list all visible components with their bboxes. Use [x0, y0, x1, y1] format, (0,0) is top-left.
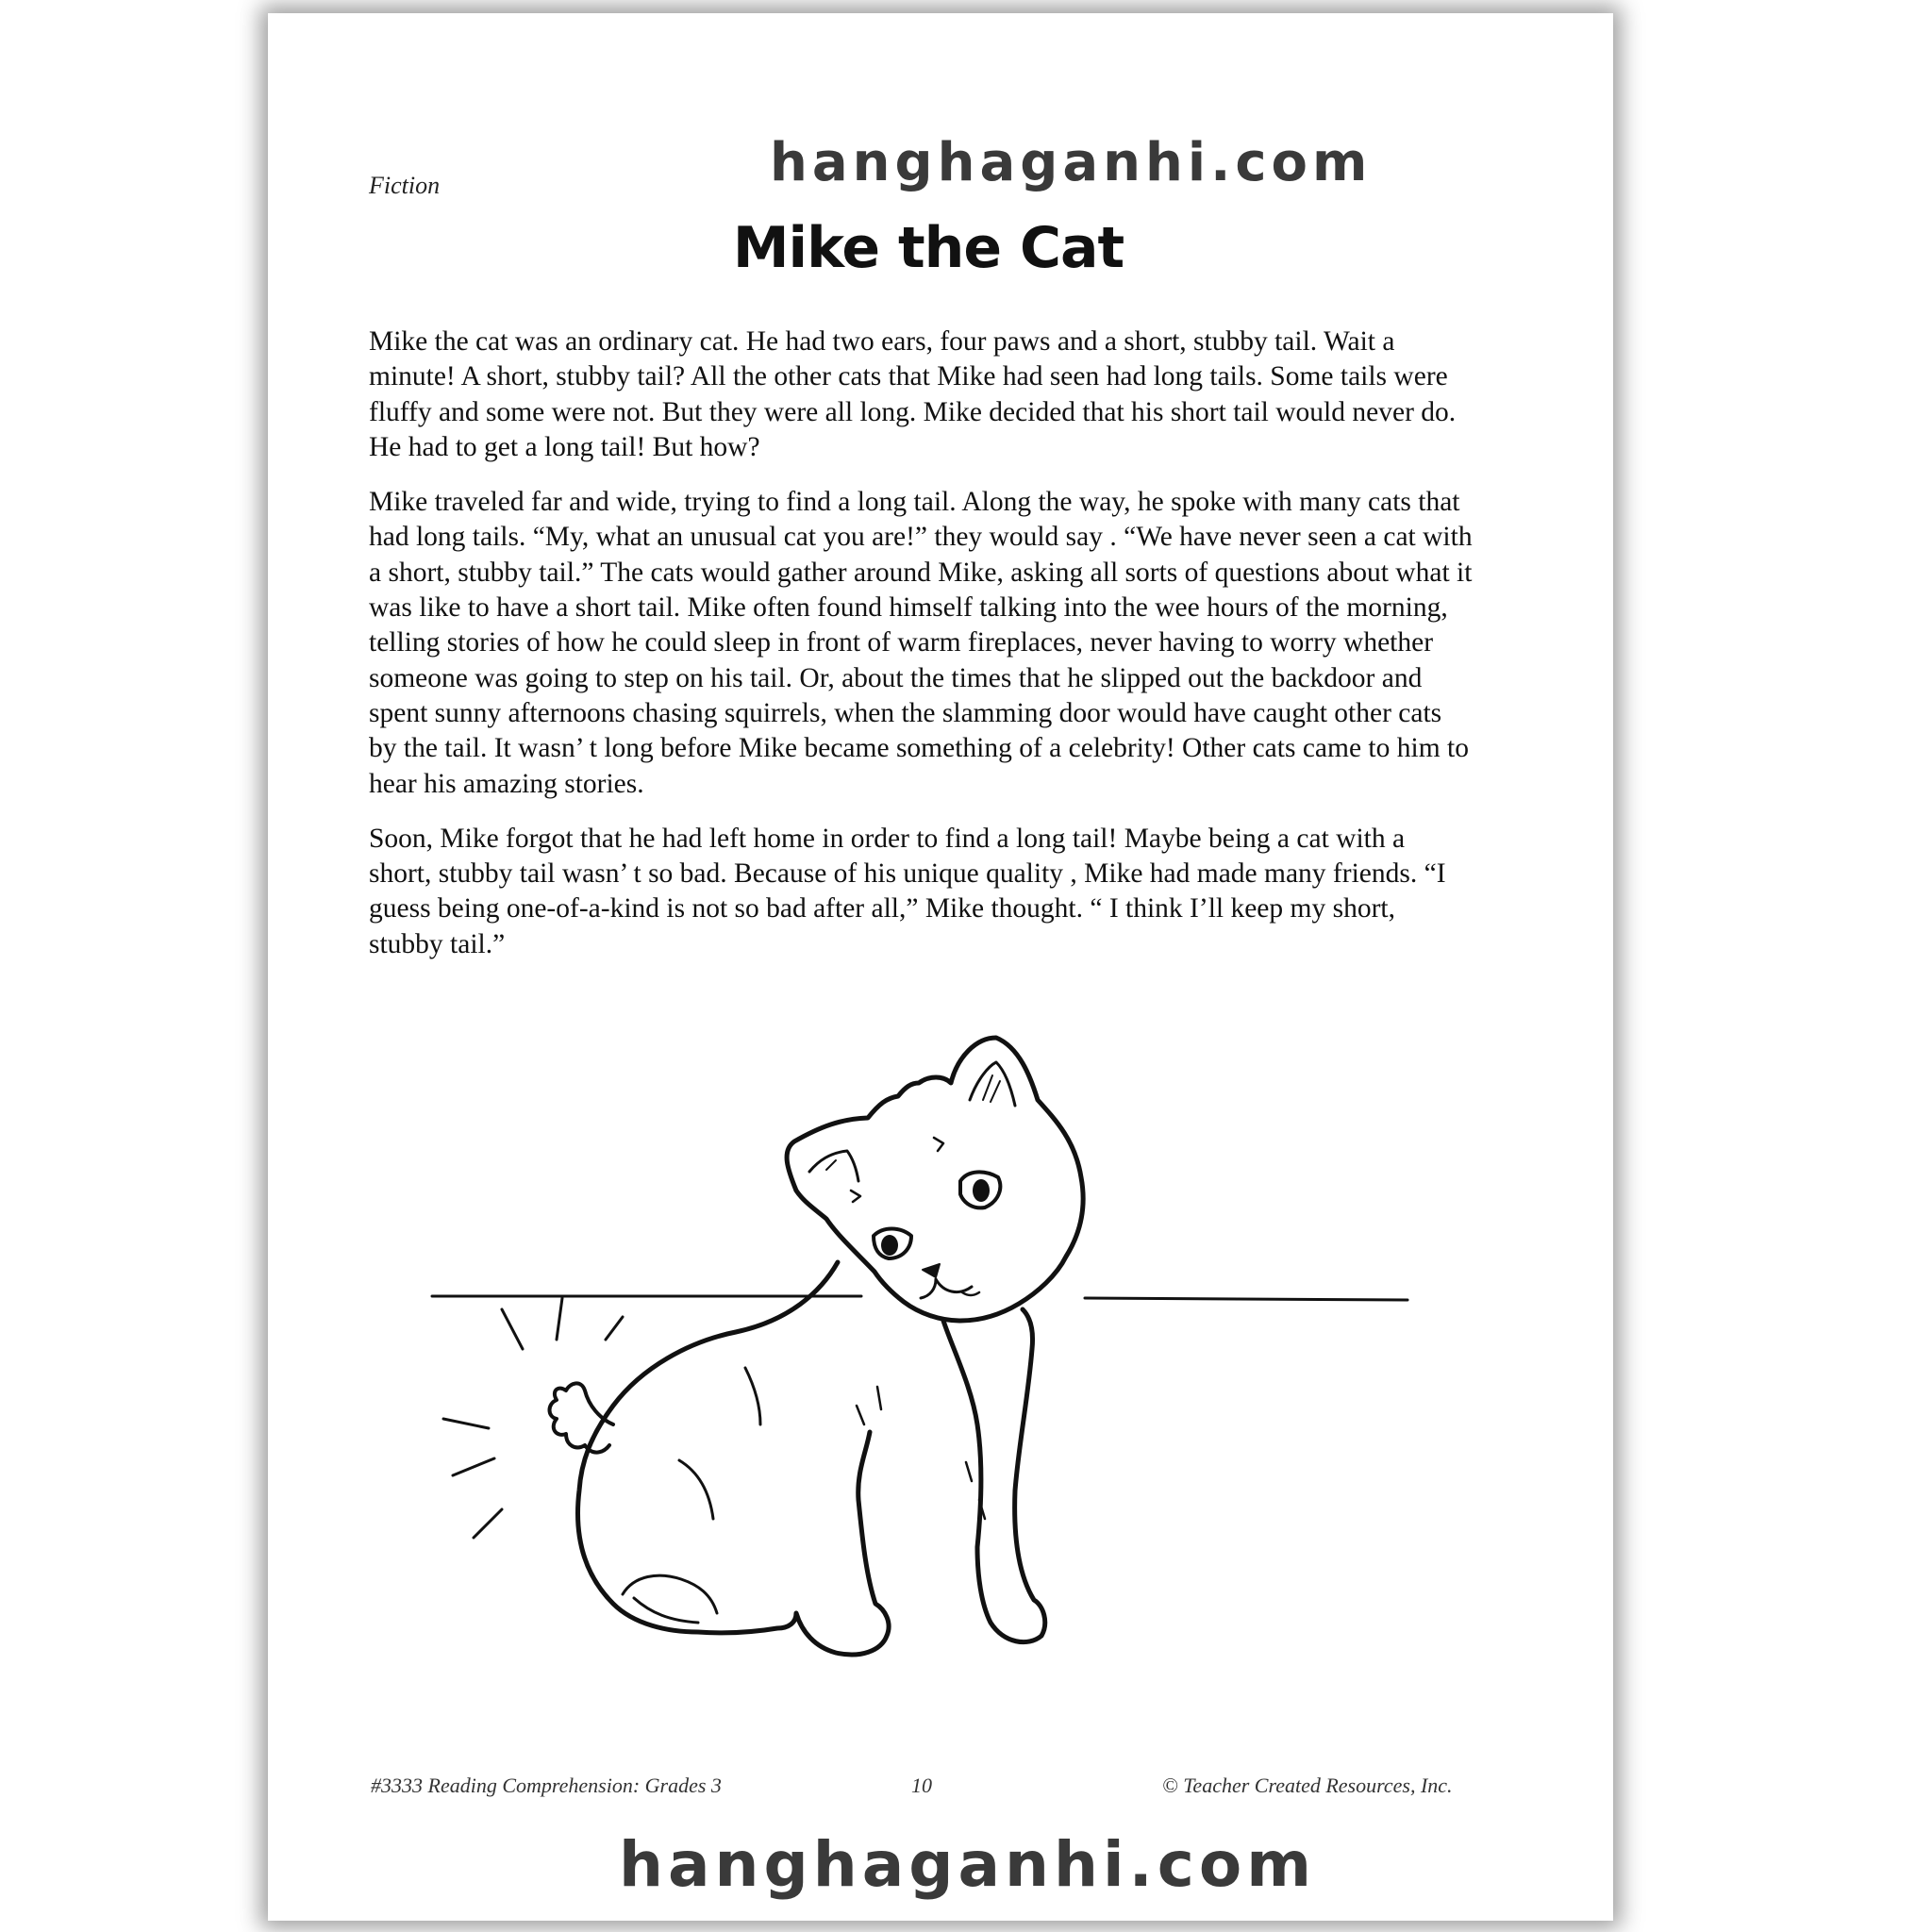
- cat-illustration: [415, 1009, 1424, 1726]
- cat-ear-inner-left: [809, 1151, 858, 1181]
- story-paragraph: Mike the cat was an ordinary cat. He had two ears, four paws and a short, stubby tail. Wait a minute! A short, stubby tail? All the other cats that Mike had seen had long tails. Some tails were fluffy and some were not. But they were all long. Mike decided that his short tail would never do. He had to get a long tail! But how?: [369, 326, 1457, 462]
- cat-back-leg: [623, 1575, 717, 1623]
- watermark-bottom: hanghaganhi.com: [619, 1828, 1316, 1901]
- cat-tail: [550, 1383, 614, 1452]
- footer-book-title: #3333 Reading Comprehension: Grades 3: [371, 1774, 722, 1797]
- story-paragraph: Soon, Mike forgot that he had left home in order to find a long tail! Maybe being a cat with a short, stubby tail wasn’ t so bad. Because of his unique quality , Mike had made many friends. “I guess being one-of-a-kind is not so bad after all,” Mike thought. “ I think I’ll keep my short, stubby tail.”: [369, 823, 1446, 959]
- page-title: Mike the Cat: [732, 215, 1124, 281]
- section-label: Fiction: [369, 172, 441, 199]
- tail-motion-lines: [443, 1298, 623, 1538]
- cat-nose: [923, 1264, 940, 1277]
- story-text: [369, 325, 1473, 982]
- footer-copyright: © Teacher Created Resources, Inc.: [1162, 1774, 1453, 1797]
- cat-mouth: [921, 1279, 972, 1298]
- watermark-top: hanghaganhi.com: [770, 132, 1373, 193]
- story-paragraph: Mike traveled far and wide, trying to find a long tail. Along the way, he spoke with many cats that had long tails. “My, what an unusual cat you are!” they would say . “We have never seen a cat with a short, stubby tail.” The cats would gather around Mike, asking all sorts of questions about what it was like to have a short tail. Mike often found himself talking into the wee hours of the morning, telling stories of how he could sleep in front of warm fireplaces, never having to worry whether someone was going to step on his tail. Or, about the times that he slipped out the backdoor and spent sunny afternoons chasing squirrels, when the slamming door would have caught other cats by the tail. It wasn’ t long before Mike became something of a celebrity! Other cats came to him to hear his amazing stories.: [369, 487, 1473, 799]
- footer-page-number: 10: [911, 1774, 932, 1797]
- floor-line-right: [1085, 1298, 1407, 1300]
